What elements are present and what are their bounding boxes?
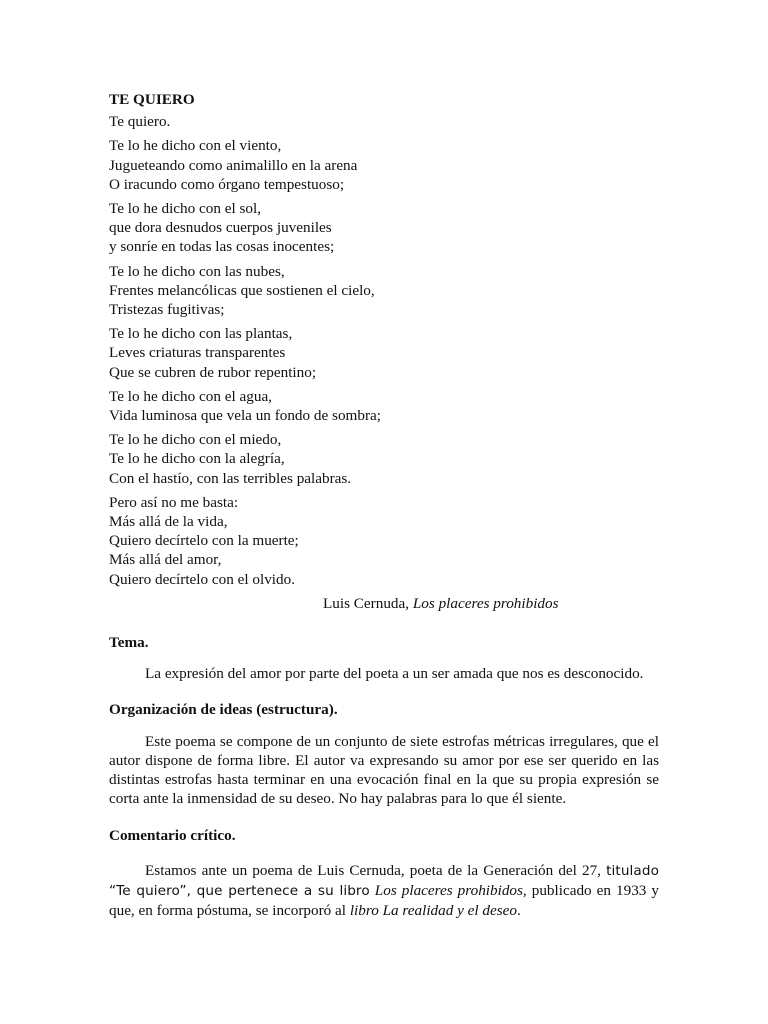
poem-line: Pero así no me basta: <box>109 493 239 511</box>
document-page <box>109 90 659 920</box>
poem-line: Te quiero. <box>109 113 171 131</box>
poem-line: Que se cubren de rubor repentino; <box>109 363 317 381</box>
poem-line: Leves criaturas transparentes <box>109 344 286 362</box>
poem-stanza <box>109 112 659 131</box>
comentario-text-1: Estamos ante un poema de Luis Cernuda, poeta de la Generación del 27, <box>145 861 607 879</box>
book-title: Los placeres prohibidos <box>412 594 559 612</box>
poem-line: Te lo he dicho con el agua, <box>109 387 272 405</box>
poem-line: Quiero decírtelo con la muerte; <box>109 532 299 550</box>
poem-line: O iracundo como órgano tempestuoso; <box>109 175 345 193</box>
poem-line: Con el hastío, con las terribles palabras. <box>109 469 352 487</box>
poem-line: Tristezas fugitivas; <box>109 301 225 319</box>
poem-line: Te lo he dicho con las plantas, <box>109 325 293 343</box>
poem-line: y sonríe en todas las cosas inocentes; <box>109 238 335 256</box>
comentario-text-4: , publicado en 1933 y que, en forma póstuma, se incorporó al <box>109 881 659 920</box>
poem-line: Más allá de la vida, <box>109 513 228 531</box>
organizacion-heading: Organización de ideas (estructura). <box>109 701 338 719</box>
poem-line: Te lo he dicho con el miedo, <box>109 431 282 449</box>
poem-line: Vida luminosa que vela un fondo de sombra; <box>109 407 381 425</box>
poem-title: TE QUIERO <box>109 91 195 108</box>
comentario-paragraph <box>109 861 659 921</box>
comentario-book-1: Los placeres prohibidos <box>374 881 523 899</box>
poem-attribution <box>323 594 659 613</box>
poem-stanza <box>109 262 659 320</box>
organizacion-paragraph: Este poema se compone de un conjunto de siete estrofas métricas irregulares, que el autor dispone de forma libre. El autor va expresando su amor por ese ser querido en las distintas estrofas hasta terminar en una evocación final en la que su propia expresión se corta ante la inmensidad de su deseo. No hay palabras para lo que él siente. <box>109 732 659 808</box>
comentario-text-5: . <box>517 902 521 920</box>
poem-line: Frentes melancólicas que sostienen el cielo, <box>109 281 375 299</box>
poem-stanza <box>109 324 659 382</box>
poem-line: Quiero decírtelo con el olvido. <box>109 570 295 588</box>
poem-stanza <box>109 199 659 257</box>
poem-body <box>109 112 659 589</box>
poem-line: Te lo he dicho con el viento, <box>109 137 282 155</box>
poem-stanza <box>109 136 659 194</box>
comentario-text-2: titulado “Te quiero”, que pertenece a su libro <box>109 862 659 899</box>
tema-paragraph: La expresión del amor por parte del poeta a un ser amada que nos es desconocido. <box>145 665 644 683</box>
comentario-book-2: libro La realidad y el deseo <box>349 902 518 920</box>
poem-stanza <box>109 493 659 589</box>
poem-stanza <box>109 387 659 425</box>
poem-line: Te lo he dicho con el sol, <box>109 200 262 218</box>
author-name: Luis Cernuda, <box>323 594 413 612</box>
poem-line: que dora desnudos cuerpos juveniles <box>109 219 332 237</box>
poem-line: Te lo he dicho con las nubes, <box>109 262 285 280</box>
poem-stanza <box>109 430 659 488</box>
poem-line: Te lo he dicho con la alegría, <box>109 450 285 468</box>
poem-line: Más allá del amor, <box>109 551 222 569</box>
tema-heading: Tema. <box>109 634 149 652</box>
comentario-heading: Comentario crítico. <box>109 826 236 844</box>
poem-line: Jugueteando como animalillo en la arena <box>109 156 358 174</box>
